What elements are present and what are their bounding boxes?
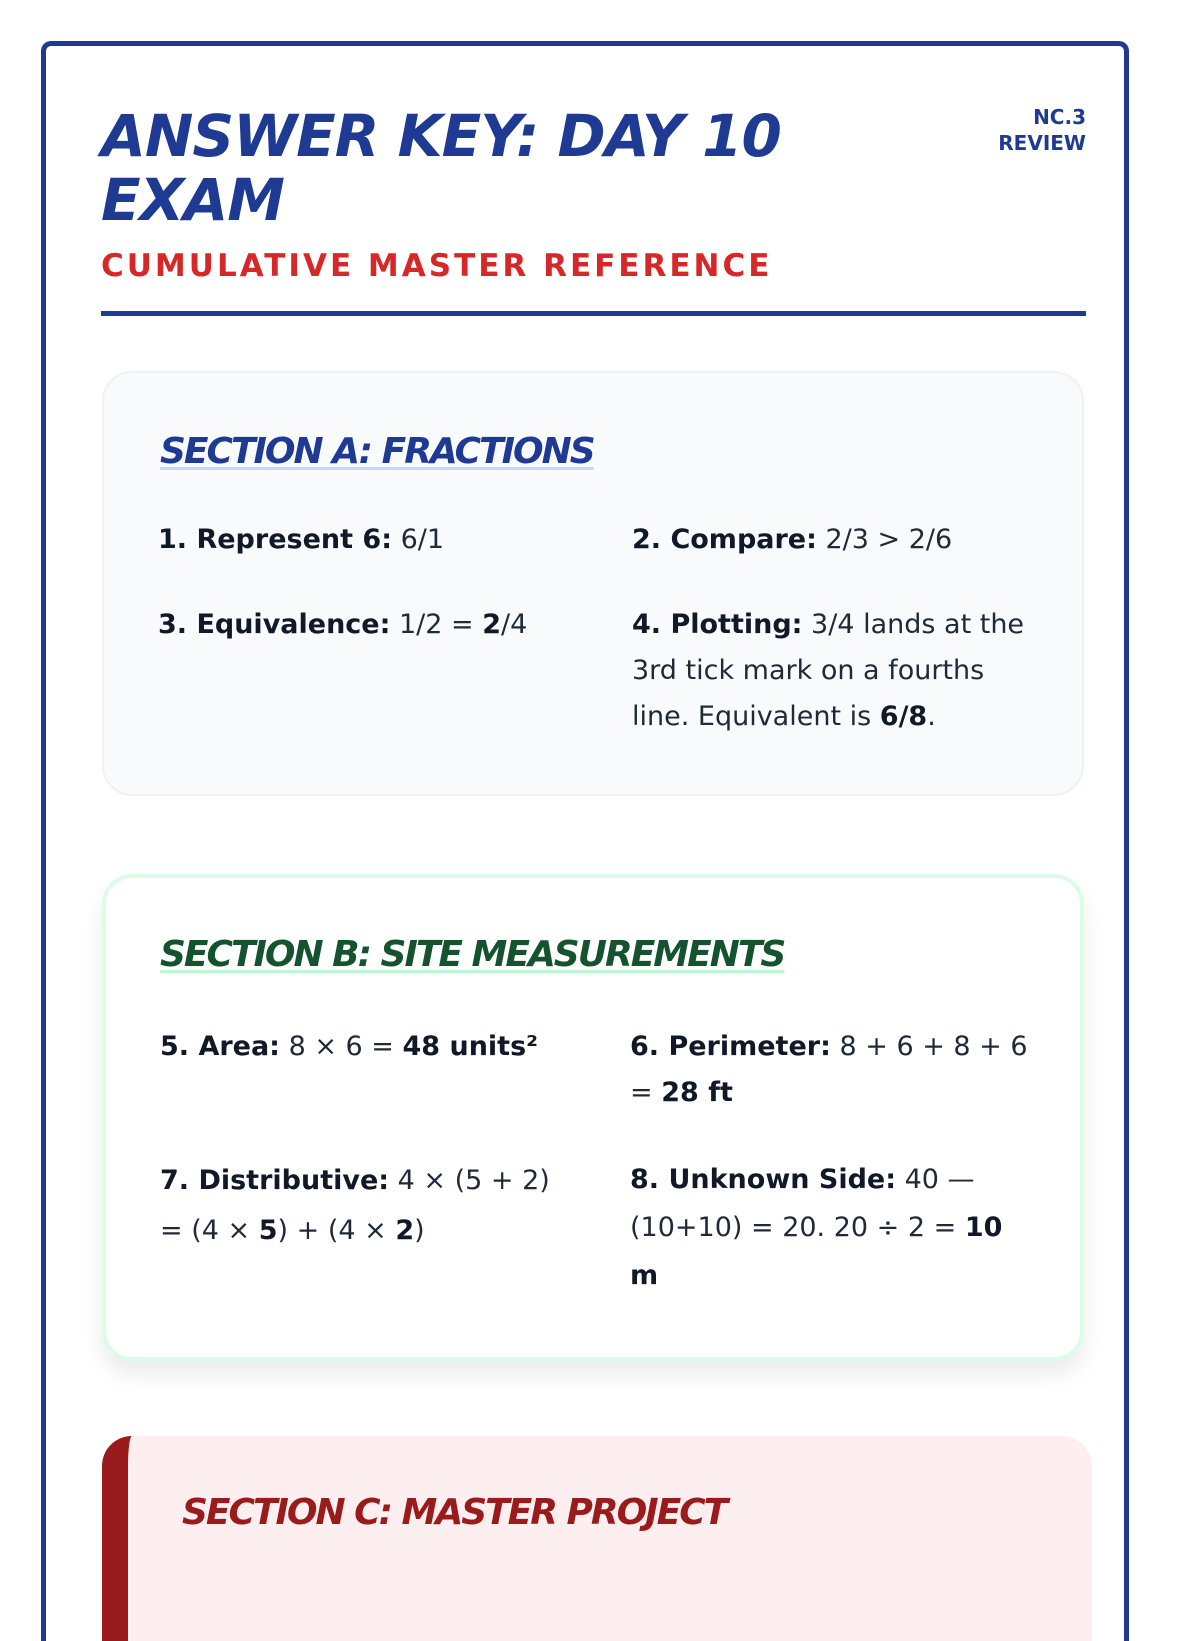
page-title: ANSWER KEY: DAY 10 EXAM — [101, 102, 781, 234]
item-text: 1/2 = — [390, 609, 483, 640]
header-divider — [101, 311, 1086, 316]
item-text: 8 + 6 + 8 + 6 = — [630, 1031, 1028, 1108]
item-label: 2. Compare: — [632, 524, 817, 555]
item-answer: 5 — [258, 1215, 278, 1246]
answer-item-7 — [160, 1156, 580, 1256]
answer-item-2 — [632, 517, 1032, 563]
page-subtitle: CUMULATIVE MASTER REFERENCE — [101, 248, 773, 284]
item-text: 8 × 6 = — [279, 1031, 403, 1062]
item-text: 2/3 > 2/6 — [816, 524, 953, 555]
section-a-title: SECTION A: FRACTIONS — [160, 431, 594, 472]
answer-item-3 — [158, 602, 598, 648]
item-answer: 48 units² — [402, 1031, 538, 1062]
item-text: 4 × (5 + 2) = (4 × — [160, 1165, 550, 1246]
item-tail: /4 — [501, 609, 528, 640]
item-tail: . — [927, 701, 936, 732]
standard-badge — [998, 104, 1086, 156]
item-label: 7. Distributive: — [160, 1165, 390, 1196]
badge-code: NC.3 — [1033, 105, 1086, 129]
item-label: 6. Perimeter: — [630, 1031, 831, 1062]
answer-item-4 — [632, 602, 1032, 740]
item-label: 8. Unknown Side: — [630, 1164, 897, 1195]
item-label: 4. Plotting: — [632, 609, 803, 640]
item-answer: 10 m — [630, 1212, 1003, 1291]
item-label: 5. Area: — [160, 1031, 280, 1062]
answer-item-5 — [160, 1024, 580, 1070]
answer-item-6 — [630, 1024, 1030, 1116]
item-text: 40 — (10+10) = 20. 20 ÷ 2 = — [630, 1164, 975, 1243]
section-c-title: SECTION C: MASTER PROJECT — [182, 1492, 727, 1533]
item-text: 3/4 lands at the 3rd tick mark on a fourths line. Equivalent is — [632, 609, 1025, 732]
item-text: 6/1 — [392, 524, 445, 555]
answer-item-1 — [158, 517, 598, 563]
item-label: 3. Equivalence: — [158, 609, 391, 640]
header — [101, 104, 1086, 284]
item-answer: 6/8 — [879, 701, 928, 732]
answer-key-sheet — [41, 41, 1129, 1641]
answer-item-8 — [630, 1156, 1030, 1300]
item-label: 1. Represent 6: — [158, 524, 392, 555]
section-a-card — [102, 371, 1084, 796]
section-c-card — [102, 1436, 1092, 1641]
item-tail: ) — [414, 1215, 425, 1246]
section-b-card — [102, 874, 1084, 1361]
badge-label: REVIEW — [998, 131, 1086, 155]
item-mid: ) + (4 × — [277, 1215, 396, 1246]
item-answer: 2 — [482, 609, 502, 640]
item-answer-2: 2 — [395, 1215, 415, 1246]
section-b-title: SECTION B: SITE MEASUREMENTS — [160, 934, 785, 975]
item-answer: 28 ft — [661, 1077, 733, 1108]
